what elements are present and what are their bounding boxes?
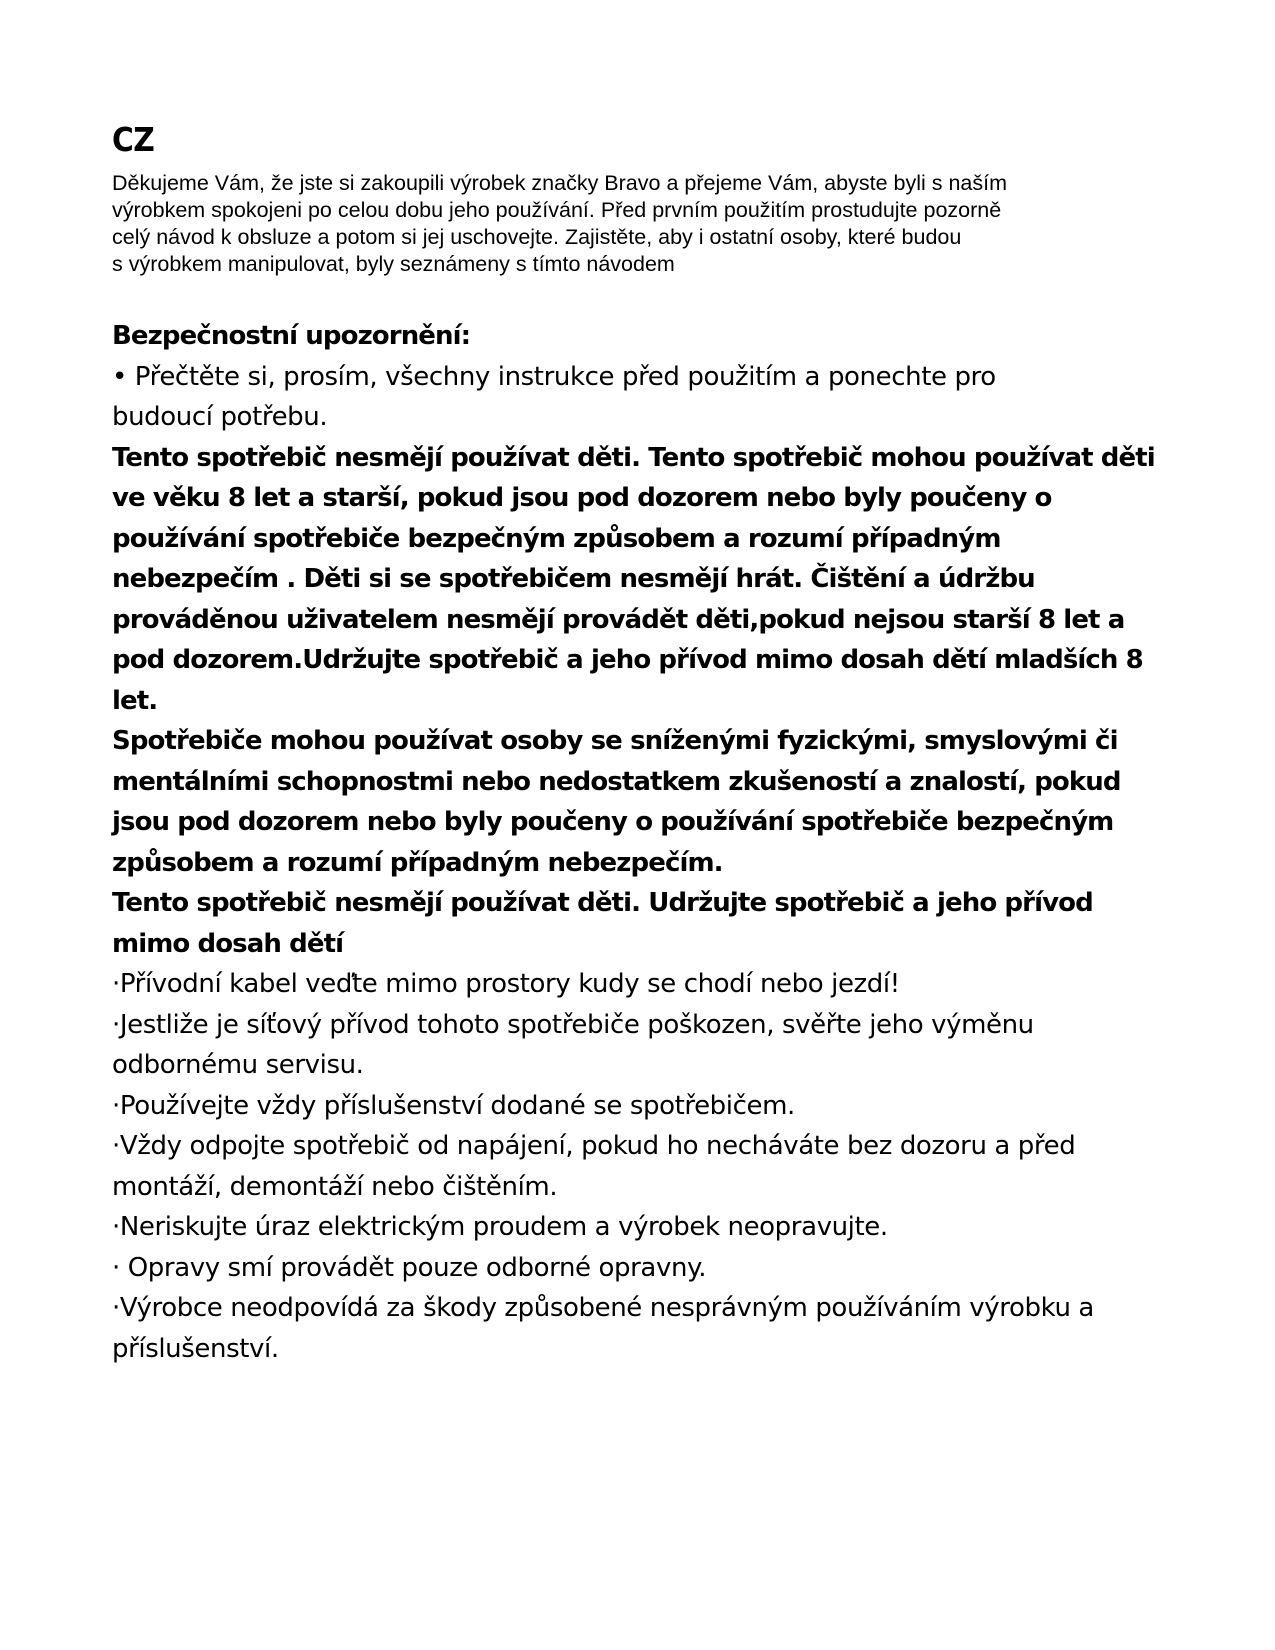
intro-line: celý návod k obsluze a potom si jej uschovejte. Zajistěte, aby i ostatní osoby, které budou [112, 225, 962, 249]
safety-instruction-line: ·Neriskujte úraz elektrickým proudem a výrobek neopravujte. [112, 1212, 888, 1242]
safety-warning-line: let. [112, 685, 158, 716]
safety-instruction-line: budoucí potřebu. [112, 402, 328, 432]
safety-warning-line: ve věku 8 let a starší, pokud jsou pod dozorem nebo byly poučeny o [112, 483, 1052, 513]
safety-warning-line: jsou pod dozorem nebo byly poučeny o používání spotřebiče bezpečným [112, 807, 1114, 837]
safety-instruction-line: odbornému servisu. [112, 1050, 364, 1080]
safety-instruction-line: ·Používejte vždy příslušenství dodané se spotřebičem. [112, 1090, 795, 1121]
safety-instruction-line: • Přečtěte si, prosím, všechny instrukce před použitím a ponechte pro [112, 361, 996, 392]
safety-warning-line: pod dozorem.Udržujte spotřebič a jeho přívod mimo dosah dětí mladších 8 [112, 645, 1143, 675]
safety-instruction-line: · Opravy smí provádět pouze odborné opravny. [112, 1252, 707, 1283]
safety-warning-line: způsobem a rozumí případným nebezpečím. [112, 847, 723, 878]
intro-paragraph [112, 170, 1192, 278]
safety-heading: Bezpečnostní upozornění: [112, 321, 471, 351]
safety-warning-line: nebezpečím . Děti si se spotřebičem nesmějí hrát. Čištění a údržbu [112, 564, 1035, 594]
safety-warning-line: používání spotřebiče bezpečným způsobem a rozumí případným [112, 523, 1001, 554]
safety-warning-line: mimo dosah dětí [112, 928, 344, 959]
safety-warning-line: Tento spotřebič nesmějí používat děti. Udržujte spotřebič a jeho přívod [112, 888, 1093, 918]
safety-instruction-line: ·Přívodní kabel veďte mimo prostory kudy se chodí nebo jezdí! [112, 969, 900, 999]
safety-section [112, 316, 1212, 1369]
safety-instruction-line: příslušenství. [112, 1333, 279, 1364]
safety-instruction-line: montáží, demontáží nebo čištěním. [112, 1171, 558, 1202]
safety-text [112, 357, 1212, 1370]
safety-warning-line: prováděnou uživatelem nesmějí provádět děti,pokud nejsou starší 8 let a [112, 604, 1125, 635]
safety-instruction-line: ·Výrobce neodpovídá za škody způsobené nesprávným používáním výrobku a [112, 1293, 1094, 1323]
intro-line: s výrobkem manipulovat, byly seznámeny s tímto návodem [112, 252, 675, 276]
safety-warning-line: Tento spotřebič nesmějí používat děti. Tento spotřebič mohou používat děti [112, 442, 1155, 473]
safety-warning-line: mentálními schopnostmi nebo nedostatkem zkušeností a znalostí, pokud [112, 766, 1121, 797]
language-code-heading: CZ [112, 120, 155, 159]
safety-instruction-line: ·Jestliže je síťový přívod tohoto spotřebiče poškozen, svěřte jeho výměnu [112, 1009, 1034, 1040]
safety-instruction-line: ·Vždy odpojte spotřebič od napájení, pokud ho necháváte bez dozoru a před [112, 1131, 1076, 1161]
intro-line: výrobkem spokojeni po celou dobu jeho používání. Před prvním použitím prostudujte pozorně [112, 198, 1002, 222]
intro-line: Děkujeme Vám, že jste si zakoupili výrobek značky Bravo a přejeme Vám, abyste byli s naším [112, 171, 1008, 195]
safety-warning-line: Spotřebiče mohou používat osoby se sníženými fyzickými, smyslovými či [112, 726, 1118, 756]
